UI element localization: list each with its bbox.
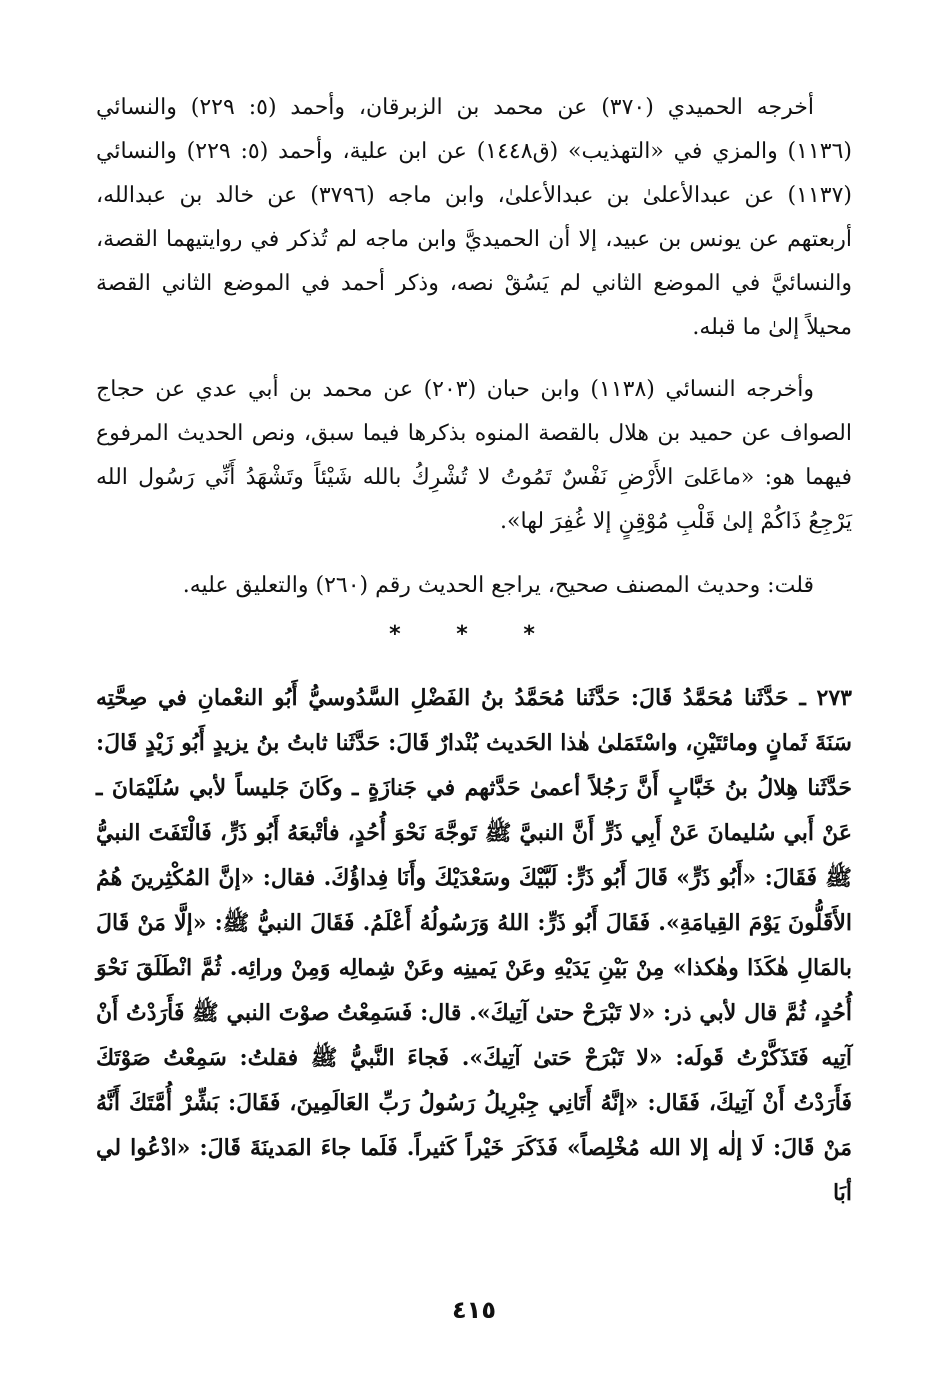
notes-paragraph: وأخرجه النسائي (١١٣٨) وابن حبان (٢٠٣) عن محمد بن أبي عدي عن حجاج الصواف عن حميد بن هلال بالقصة المنوه بذكرها فيما سبق، ونص الحديث المرفوع فيهما هو: «ماعَلىَ الأَرْضِ نَفْسٌ تَمُوتُ لا تُشْرِكُ بالله شَيْئاً وتَشْهَدُ أَنِّي رَسُول الله يَرْجِعُ ذَاكُمْ إلىٰ قَلْبِ مُوْقِنٍ إلا غُفِرَ لها». (96, 377, 852, 534)
section-separator: * * * (389, 622, 559, 647)
notes-paragraph: قلت: وحديث المصنف صحيح، يراجع الحديث رقم (٢٦٠) والتعليق عليه. (182, 573, 814, 598)
notes-paragraph: أخرجه الحميدي (٣٧٠) عن محمد بن الزبرقان، وأحمد (٥: ٢٢٩) والنسائي (١١٣٦) والمزي في «التهذيب» (ق١٤٤٨) عن ابن علية، وأحمد (٥: ٢٢٩) والنسائي (١١٣٧) عن عبدالأعلىٰ بن عبدالأعلىٰ، وابن ماجه (٣٧٩٦) عن خالد بن عبدالله، أربعتهم عن يونس بن عبيد، إلا أن الحميديَّ وابن ماجه لم تُذكر في روايتيهما القصة، والنسائيَّ في الموضع الثاني لم يَسُقْ نصه، وذكر أحمد في الموضع الثاني القصة محيلاً إلىٰ ما قبله. (96, 95, 852, 340)
hadith-text: ٢٧٣ ـ حَدَّثَنا مُحَمَّدُ قَالَ: حَدَّثَنا مُحَمَّدُ بنُ الفَضْلِ السَّدُوسيُّ أَبُو النعْمانِ في صِحَّتِه سَنَةَ ثَمانٍ ومائتَيْنِ، واسْتَمَلىٰ هٰذا الحَديث بُنْدارٌ قَالَ: حَدَّثَنا ثابتُ بنُ يزيدٍ أَبُو زَيْدٍ قَالَ: حَدَّثَنا هِلالُ بنُ خَبَّابٍ أَنَّ رَجُلاً أعمىٰ حَدَّثهم في جَنازَةٍ ـ وكَانَ جَليساً لأبي سُلَيْمَانَ ـ عَنْ أَبي سُليمانَ عَنْ أَبِي ذَرٍّ أَنَّ النبيَّ ﷺ تَوجَّهَ نَحْوَ أُحُدٍ، فأتْبعَهُ أَبُو ذَرٍّ، فَالْتَفَتَ النبيُّ ﷺ فَقَالَ: «أَبُو ذَرٍّ» قَالَ أَبُو ذَرٍّ: لَبَّيْكَ وسَعْدَيْكَ وأَنَا فِداؤُكَ. فقال: «إنَّ المُكْثِرينَ هُمُ الأَقَلُّونَ يَوْمَ القِيامَةِ». فَقَالَ أَبُو ذَرٍّ: اللهُ وَرَسُولُهُ أَعْلَمُ. فَقَالَ النبيُّ ﷺ: «إلَّا مَنْ قَالَ بالمَالِ هٰكَذَا وهٰكذا» مِنْ بَيْنِ يَدَيْهِ وعَنْ يَمينِه وعَنْ شِمالِه وَمِنْ ورائِه. ثُمَّ انْطَلَقَ نَحْوَ أُحُدٍ، ثُمَّ قال لأبي ذر: «لا تَبْرَحْ حتىٰ آتِيكَ». قال: فَسَمِعْتُ صوْتَ النبي ﷺ فَأَرَدْتُ أَنْ آتِيه فَتَذَكَّرْتُ قَولَه: «لا تَبْرَحْ حَتىٰ آتِيكَ». فَجاءَ النَّبيُّ ﷺ فقلتُ: سَمِعْتُ صَوْتَكَ فَأَرَدْتُ أَنْ آتِيكَ، فَقَال: «إنَّهُ أَتَانِي جِبْرِيلُ رَسُولُ رَبِّ العَالَمِينَ، فَقَالَ: بَشِّرْ أُمَّتَكَ أَنَّهُ مَنْ قَالَ: لَا إلٰه إلا الله مُخْلِصاً» فَذَكَرَ خَيْراً كَثيراً. فَلَما جاءَ المَدينَةَ قَالَ: «ادْعُوا لي أبَا (96, 685, 852, 1206)
page-number: ٤١٥ (452, 1296, 496, 1324)
page-body (96, 86, 852, 1238)
